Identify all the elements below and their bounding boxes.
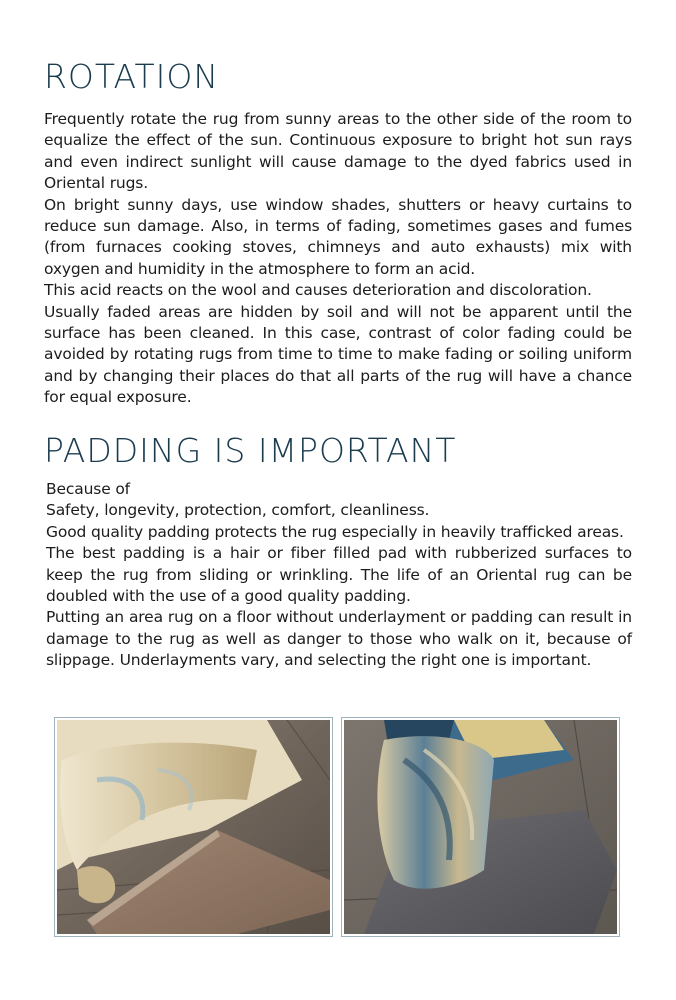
rotation-body	[44, 109, 632, 409]
rotation-paragraph-2: On bright sunny days, use window shades, shutters or heavy curtains to reduce sun damage. Also, in terms of fading, sometimes gases and fumes (from furnaces cooking stoves, chimneys and auto exhausts) mix with oxygen and humidity in the atmosphere to form an acid.	[44, 195, 632, 278]
rug-pad-photo-right	[341, 717, 620, 937]
padding-paragraph-2: Safety, longevity, protection, comfort, cleanliness.	[46, 501, 430, 520]
padding-paragraph-4: The best padding is a hair or fiber filled pad with rubberized surfaces to keep the rug from sliding or wrinkling. The life of an Oriental rug can be doubled with the use of a good quality padding.	[46, 544, 632, 606]
padding-heading: PADDING IS IMPORTANT	[44, 431, 457, 470]
rotation-heading: ROTATION	[44, 57, 220, 96]
rug-pad-photo-left	[54, 717, 333, 937]
rug-pad-illustration-right	[344, 720, 617, 934]
rug-pad-illustration-left	[57, 720, 330, 934]
rotation-paragraph-1: Frequently rotate the rug from sunny areas to the other side of the room to equalize the effect of the sun. Continuous exposure to bright hot sun rays and even indirect sunlight will cause damage to the dyed fabrics used in Oriental rugs.	[44, 110, 632, 193]
rotation-paragraph-4: Usually faded areas are hidden by soil and will not be apparent until the surface has been cleaned. In this case, contrast of color fading could be avoided by rotating rugs from time to time to make fading or soiling uniform and by changing their places do that all parts of the rug will have a chance for equal exposure.	[44, 302, 632, 407]
padding-paragraph-3: Good quality padding protects the rug especially in heavily trafficked areas.	[46, 522, 624, 541]
padding-paragraph-1: Because of	[46, 480, 130, 498]
padding-paragraph-5: Putting an area rug on a floor without underlayment or padding can result in damage to the rug as well as danger to those who walk on it, because of slippage. Underlayments vary, and selecting the right one is important.	[46, 608, 632, 670]
rotation-paragraph-3: This acid reacts on the wool and causes deterioration and discoloration.	[44, 281, 592, 300]
padding-body	[46, 479, 632, 672]
